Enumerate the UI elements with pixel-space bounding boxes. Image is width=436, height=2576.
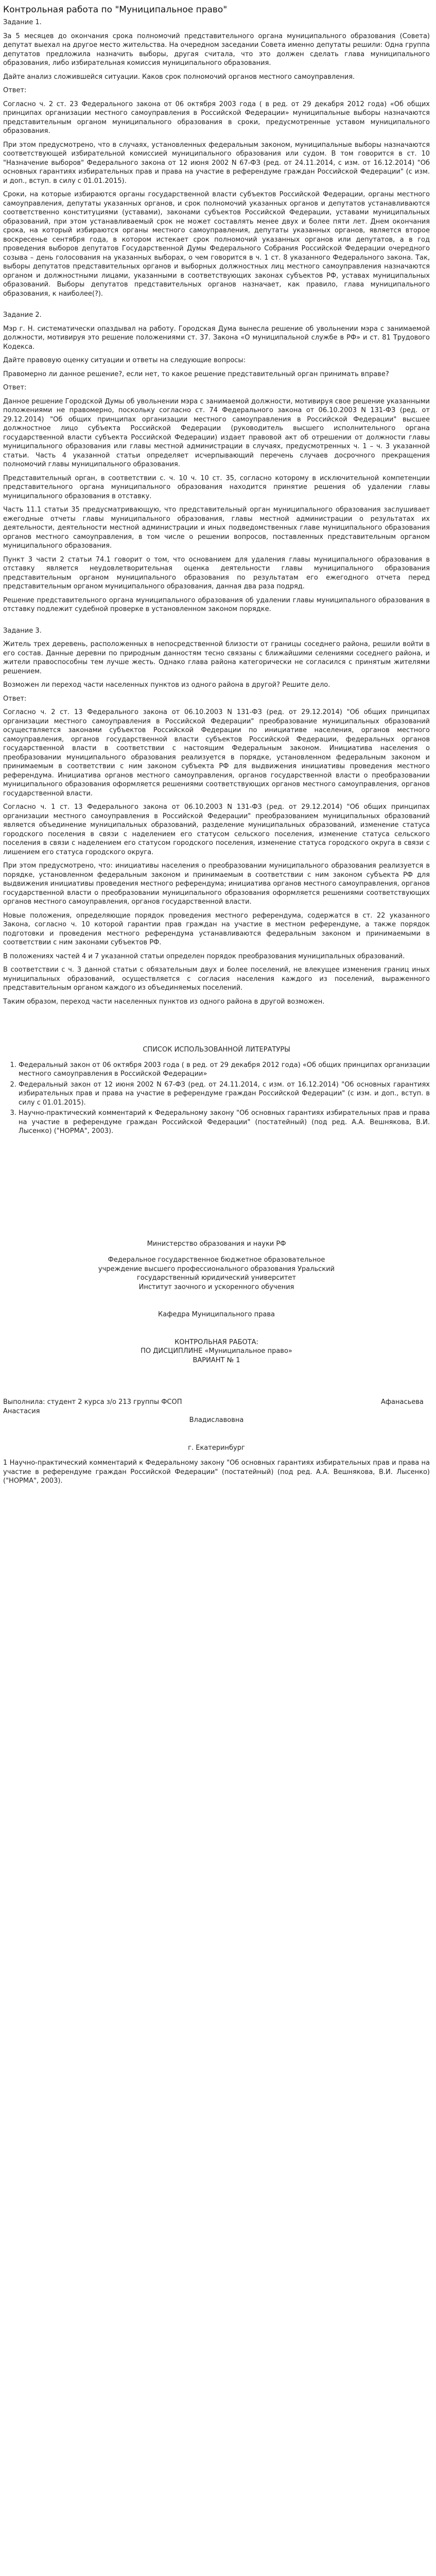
variant-line: ВАРИАНТ № 1 xyxy=(193,1356,240,1364)
task-paragraph: Представительный орган, в соответствии с. ч. 10 ч. 10 ст. 35, согласно которому в исключительной компетенции представительного органа муниципального образования находится принятие решения об удалении главы муниципального образования в отставку. xyxy=(3,474,430,500)
task-paragraph: В соответствии с ч. 3 данной статьи с обязательным двух и более поселений, не влекущее изменения границ иных муниципальных образований, осуществляется с согласия населения каждого из поселений, выраженного представительным органом каждого из объединяемых поселений. xyxy=(3,966,430,992)
task-paragraph: Согласно ч. 2 ст. 13 Федерального закона от 06.10.2003 N 131-ФЗ (ред. от 29.12.2014) "Об общих принципах организации местного самоуправления в Российской Федерации" преобразование муниципальных образований осуществляется законами субъектов Российской Федерации по инициативе населения, органов местного самоуправления, органов государственной власти субъектов Российской Федерации, федеральных органов государственной власти в соответствии с настоящим Федеральным законом. Инициатива населения о преобразовании муниципального образования реализуется в порядке, установленном федеральным законом и принимаемым в соответствии с ним законом субъекта РФ для выдвижения инициативы проведения местного референдума. Инициатива органов местного самоуправления, органов государственной власти о преобразовании муниципального образования оформляется решениями соответствующих органов местного самоуправления, органов государственной власти. xyxy=(3,708,430,798)
task-3 xyxy=(3,626,430,1007)
task-paragraph: Возможен ли переход части населенных пунктов из одного района в другой? Решите дело. xyxy=(3,681,330,689)
performer-patronymic: Владиславовна xyxy=(189,1416,244,1424)
answer-label: Ответ: xyxy=(3,694,27,703)
task-paragraph: Часть 11.1 статьи 35 предусматривающую, что представительный орган муниципального образования заслушивает ежегодные отчеты главы муниципального образования, главы местной администрации о результатах их деятельности, деятельности местной администрации и иных подведомственных главе муниципального образования органов местного самоуправления, в том числе о решении вопросов, поставленных представительным органом муниципального образования. xyxy=(3,506,430,550)
spacer xyxy=(3,1319,430,1338)
task-paragraph: Согласно ч. 2 ст. 23 Федерального закона от 06 октября 2003 года ( в ред. от 29 декабря 2012 года) «Об общих принципах организации местного самоуправления в Российской Федерации» муниципальные выборы назначаются представительным органом муниципального образования в сроки, предусмотренные уставом муниципального образования. xyxy=(3,100,430,135)
references-list xyxy=(3,1061,430,1136)
institution-line: учреждение высшего профессионального образования Уральский xyxy=(98,1265,335,1273)
task-paragraph: Дайте анализ сложившейся ситуации. Каков срок полномочий органов местного самоуправления. xyxy=(3,73,355,81)
performer-row xyxy=(3,1398,430,1407)
task-paragraph: Таким образом, переход части населенных пунктов из одного района в другой возможен. xyxy=(3,997,325,1006)
task-paragraph: При этом предусмотрено, что в случаях, установленных федеральным законом, муниципальные выборы назначаются соответствующей избирательной комиссией муниципального образования или судом. В том говорится в ст. 10 "Назначение выборов" Федерального закона от 12 июня 2002 N 67-ФЗ (ред. от 24.11.2014, с изм. от 16.12.2014) "Об основных гарантиях избирательных прав и права на участие в референдуме граждан Российской Федерации" (с изм. и доп., вступ. в силу с 01.01.2015). xyxy=(3,141,430,185)
reference-item: 2. Федеральный закон от 12 июня 2002 N 67-ФЗ (ред. от 24.11.2014, с изм. от 16.12.2014) "Об основных гарантиях избирательных прав и права на участие в референдуме граждан Российской Федерации" (с изм. и доп., вступ. в силу с 01.01.2015). xyxy=(19,1080,430,1108)
task-paragraph: Данное решение Городской Думы об увольнении мэра с занимаемой должности, мотивируя свое решение указанными положениями не правомерно, поскольку согласно ст. 74 Федерального закона от 06.10.2003 N 131-ФЗ (ред. от 29.12.2014) "Об общих принципах организации местного самоуправления в Российской Федерации" высшее должностное лицо субъекта Российской Федерации (руководитель высшего исполнительного органа государственной власти субъекта Российской Федерации) издает правовой акт об отрешении от должности главы муниципального образования или главы местной администрации в случаях, предусмотренных ч. 1 – ч. 3 указанной статьи. Часть 4 указанной статьи определяет исчерпывающий перечень случаев досрочного прекращения полномочий главы муниципального образования. xyxy=(3,397,430,468)
ministry-line: Министерство образования и науки РФ xyxy=(147,1240,286,1248)
performer-surname: Афанасьева xyxy=(381,1398,424,1406)
university-line: государственный юридический университет xyxy=(136,1274,297,1282)
task-heading: Задание 3. xyxy=(3,626,42,635)
task-paragraph: Пункт 3 части 2 статьи 74.1 говорит о том, что основанием для удаления главы муниципального образования в отставку является неудовлетворительная оценка деятельности главы муниципального образования представительным органом муниципального образования по результатам его ежегодного отчета перед представительным органом муниципального образования, данная два раза подряд. xyxy=(3,555,430,590)
work-type-line: КОНТРОЛЬНАЯ РАБОТА: xyxy=(175,1338,258,1346)
task-paragraph: За 5 месяцев до окончания срока полномочий представительного органа муниципального образования (Совета) депутат выехал на другое место жительства. На очередном заседании Совета именно депутаты решили: Одна группа депутатов предложила назначить выборы, другая считала, что это должен сделать глава муниципального образования, либо избирательная комиссия муниципального образования. xyxy=(3,32,430,67)
task-paragraph: Дайте правовую оценку ситуации и ответы на следующие вопросы: xyxy=(3,357,246,364)
performer-name-row xyxy=(3,1407,430,1416)
task-paragraph: Сроки, на которые избираются органы государственной власти субъектов Российской Федерации, органы местного самоуправления, депутаты указанных органов, и срок полномочий указанных органов и депутатов устанавливаются соответственно конституциями (уставами), законами субъектов Российской Федерации, уставами муниципальных образований, при этом устанавливаемый срок не может составлять менее двух и более пяти лет. Днем окончания срока, на который избираются органы местного самоуправления, депутаты указанных органов, является второе воскресенье сентября года, в котором истекает срок полномочий указанных органов или депутатов, а в год проведения выборов депутатов Государственной Думы Федерального Собрания Российской Федерации очередного созыва – день голосования на указанных выборах, о чем говорится в ч. 1 ст. 8 указанного Федерального закона. Так, выборы депутатов представительных органов и выборных должностных лиц местного самоуправления назначаются органом и должностными лицами, указанными в соответствующих законах субъектов РФ, уставах муниципальных образований. Выборы депутатов представительных органов назначает, как правило, глава муниципального образования, к наиболее(?). xyxy=(3,191,430,298)
department-line: Кафедра Муниципального права xyxy=(158,1311,275,1318)
footnote: 1 Научно-практический комментарий к Федеральному закону "Об основных гарантиях избирательных прав и права на участие в референдуме граждан Российской Федерации" (постатейный) (под ред. А.А. Вешнякова, В.И. Лысенко) ("НОРМА", 2003). xyxy=(3,1459,430,1485)
institute-line: Институт заочного и ускоренного обучения xyxy=(138,1283,294,1291)
spacer xyxy=(3,1138,430,1240)
document-title: Контрольная работа по "Муниципальное право" xyxy=(3,5,228,15)
spacer xyxy=(3,1019,430,1045)
spacer xyxy=(3,1425,430,1444)
task-heading: Задание 2. xyxy=(3,311,42,319)
answer-label: Ответ: xyxy=(3,87,27,94)
performer-label: Выполнила: студент 2 курса з/о 213 группы ФСОП xyxy=(3,1398,182,1406)
task-paragraph: Житель трех деревень, расположенных в непосредственной близости от границы соседнего района, решили войти в его состав. Данные деревни по природным данностям тесно связаны с ближайшими селениями соседнего района, и жители правоспособны тем лучше жесть. Однако глава района категорически не согласился с принятым жителями решением. xyxy=(3,640,430,675)
task-paragraph: В положениях частей 4 и 7 указанной статьи определен порядок преобразования муниципальных образований. xyxy=(3,952,405,960)
discipline-line: ПО ДИСЦИПЛИНЕ «Муниципальное право» xyxy=(141,1347,292,1355)
city-year-line: г. Екатеринбург xyxy=(188,1444,245,1452)
spacer xyxy=(381,1407,430,1416)
spacer xyxy=(3,1292,430,1310)
title-page xyxy=(3,1240,430,1486)
task-1 xyxy=(3,18,430,298)
spacer xyxy=(3,1365,430,1398)
task-2 xyxy=(3,311,430,614)
references-title: СПИСОК ИСПОЛЬЗОВАННОЙ ЛИТЕРАТУРЫ xyxy=(143,1046,290,1054)
performer-first-name: Анастасия xyxy=(3,1407,40,1415)
task-paragraph: Мэр г. Н. систематически опаздывал на работу. Городская Дума вынесла решение об увольнении мэра с занимаемой должности, мотивируя это решение положениями ст. 37. Закона «О муниципальной службе в РФ» и ст. 81 Трудового Кодекса. xyxy=(3,325,430,351)
references-section xyxy=(3,1045,430,1136)
task-paragraph: При этом предусмотрено, что: инициативы населения о преобразовании муниципального образования реализуется в порядке, установленном федеральным законом и принимаемым в соответствии с ним законом субъекта РФ для выдвижения инициативы проведения местного референдума; инициатива органов местного самоуправления, органов государственной власти о преобразовании муниципального образования оформляется решениями соответствующих органов местного самоуправления, органов государственной власти. xyxy=(3,862,430,906)
task-paragraph: Правомерно ли данное решение?, если нет, то какое решение представительный орган принимать вправе? xyxy=(3,370,389,378)
task-paragraph: Согласно ч. 1 ст. 13 Федерального закона от 06.10.2003 N 131-ФЗ (ред. от 29.12.2014) "Об общих принципах организации местного самоуправления в Российской Федерации" преобразованием муниципальных образований является объединение муниципальных образований, разделение муниципальных образований, изменение статуса городского поселения в связи с наделением его статусом сельского поселения, изменение статуса сельского поселения в связи с наделением его статусом городского поселения, изменение статуса городского округа в связи с лишением его статуса городского округа. xyxy=(3,803,430,856)
spacer xyxy=(3,1248,430,1256)
task-paragraph: Новые положения, определяющие порядок проведения местного референдума, содержатся в ст. 22 указанного Закона, согласно ч. 10 которой гарантии прав граждан на участие в местном референдуме, а также порядок подготовки и проведения местного референдума устанавливаются федеральным законом и принимаемыми в соответствии с ним законами субъектов РФ. xyxy=(3,911,430,946)
reference-item: 1. Федеральный закон от 06 октября 2003 года ( в ред. от 29 декабря 2012 года) «Об общих принципах организации местного самоуправления в Российской Федерации» xyxy=(19,1061,430,1079)
reference-item: 3. Научно-практический комментарий к Федеральному закону "Об основных гарантиях избирательных прав и права на участие в референдуме граждан Российской Федерации" (постатейный) (под ред. А.А. Вешнякова, В.И. Лысенко) ("НОРМА", 2003). xyxy=(19,1109,430,1136)
spacer xyxy=(3,1452,430,1459)
agency-line: Федеральное государственное бюджетное образовательное xyxy=(108,1256,325,1264)
task-paragraph: Решение представительного органа муниципального образования об удалении главы муниципального образования в отставку подлежит судебной проверке в установленном законом порядке. xyxy=(3,596,430,613)
task-heading: Задание 1. xyxy=(3,19,42,26)
answer-label: Ответ: xyxy=(3,384,27,392)
